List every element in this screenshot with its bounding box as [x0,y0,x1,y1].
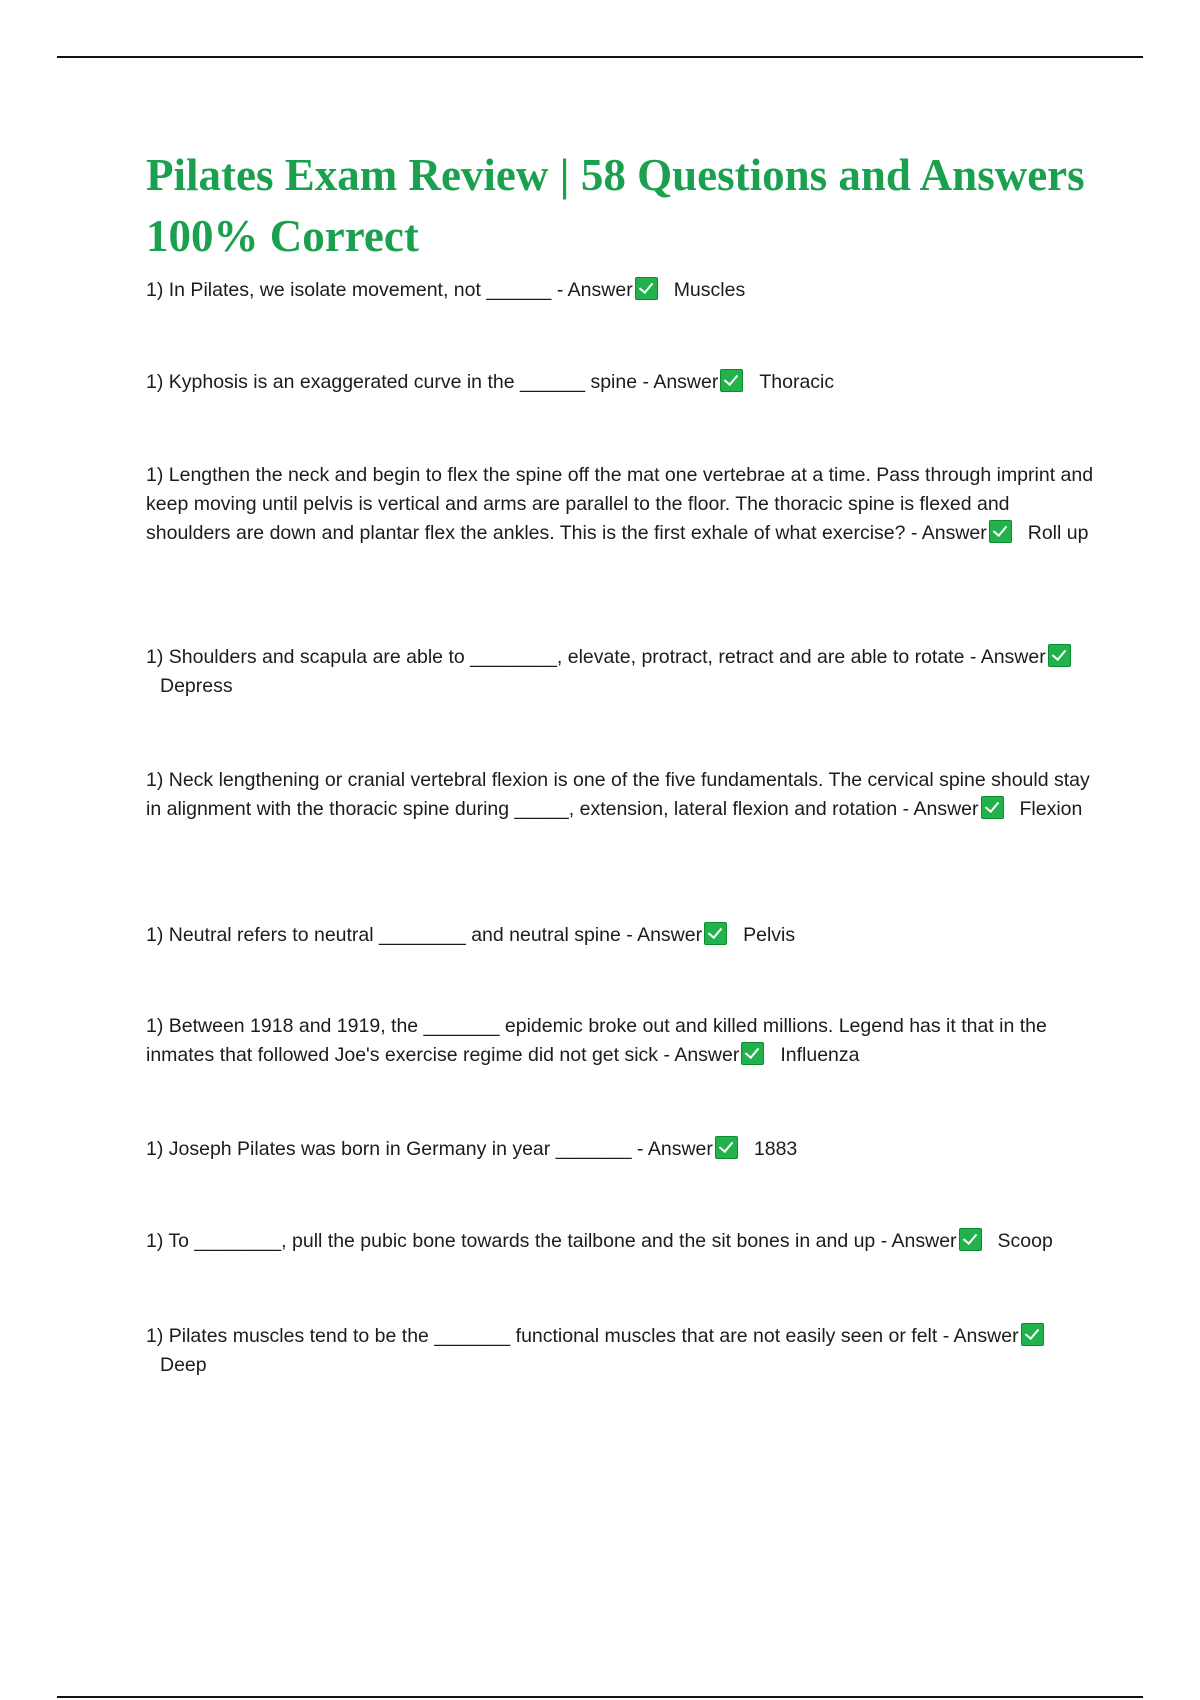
answer-label: - Answer [556,279,633,301]
answer-text: Flexion [1019,798,1083,820]
question-text: 1) Kyphosis is an exaggerated curve in the ______ spine [146,371,643,393]
question-text: 1) To ________, pull the pubic bone towards the tailbone and the sit bones in and up [146,1230,881,1252]
qa-item-1 [146,276,1096,305]
answer-label: - Answer [902,798,979,820]
answer-label: - Answer [910,522,987,544]
answer-text: Thoracic [759,371,835,393]
bottom-rule [57,1696,1143,1698]
qa-item-6 [146,921,1096,950]
check-mark-icon [1048,644,1071,667]
answer-label: - Answer [880,1230,957,1252]
answer-label: - Answer [969,646,1046,668]
document-body [146,145,1096,1376]
page-title: Pilates Exam Review | 58 Questions and Answers 100% Correct [146,150,1085,261]
answer-label: - Answer [663,1044,740,1066]
check-mark-icon [720,369,743,392]
qa-item-9 [146,1227,1096,1256]
qa-item-8 [146,1135,1096,1164]
question-text: 1) Joseph Pilates was born in Germany in year _______ [146,1138,638,1160]
question-text: 1) Neutral refers to neutral ________ and neutral spine [146,924,627,946]
check-mark-icon [635,277,658,300]
answer-label: - Answer [637,1138,713,1160]
qa-item-10 [146,1322,1096,1380]
answer-label: - Answer [626,924,703,946]
check-mark-icon [715,1136,738,1159]
answer-text: Muscles [673,279,746,301]
check-mark-icon [704,922,727,945]
answer-label: - Answer [642,371,719,393]
check-mark-icon [741,1042,764,1065]
qa-item-2 [146,368,1096,397]
check-mark-icon [1021,1323,1044,1346]
question-text: 1) Shoulders and scapula are able to ________, elevate, protract, retract and are able to rotate [146,646,970,668]
answer-text: Deep [160,1354,207,1376]
question-text: 1) Lengthen the neck and begin to flex the spine off the mat one vertebrae at a time. Pass through imprint and keep moving until pelvis is vertical and arms are parallel to the floor. The thoracic spine is flexed and shoulders are down and plantar flex the ankles. This is the first exhale of what exercise? [146,464,1094,544]
question-text: 1) Neck lengthening or cranial vertebral flexion is one of the five fundamentals. The cervical spine should stay in alignment with the thoracic spine during _____, extension, lateral flexion and rotation [146,769,1090,820]
answer-text: 1883 [753,1138,798,1160]
check-mark-icon [989,520,1012,543]
answer-text: Depress [160,675,233,697]
question-text: 1) Between 1918 and 1919, the _______ epidemic broke out and killed millions. Legend has it that in the inmates that followed Joe's exercise regime did not get sick [146,1015,1047,1066]
answer-label: - Answer [942,1325,1019,1347]
answer-text: Roll up [1027,522,1089,544]
answer-text: Scoop [997,1230,1053,1252]
check-mark-icon [981,796,1004,819]
qa-item-7 [146,1012,1096,1070]
answer-text: Pelvis [743,924,796,946]
qa-item-3 [146,461,1096,548]
qa-item-4 [146,643,1096,701]
question-text: 1) In Pilates, we isolate movement, not ______ [146,279,557,301]
check-mark-icon [959,1228,982,1251]
top-rule [57,56,1143,58]
question-text: 1) Pilates muscles tend to be the _______ functional muscles that are not easily seen or felt [146,1325,943,1347]
qa-item-5 [146,766,1096,824]
answer-text: Influenza [780,1044,860,1066]
